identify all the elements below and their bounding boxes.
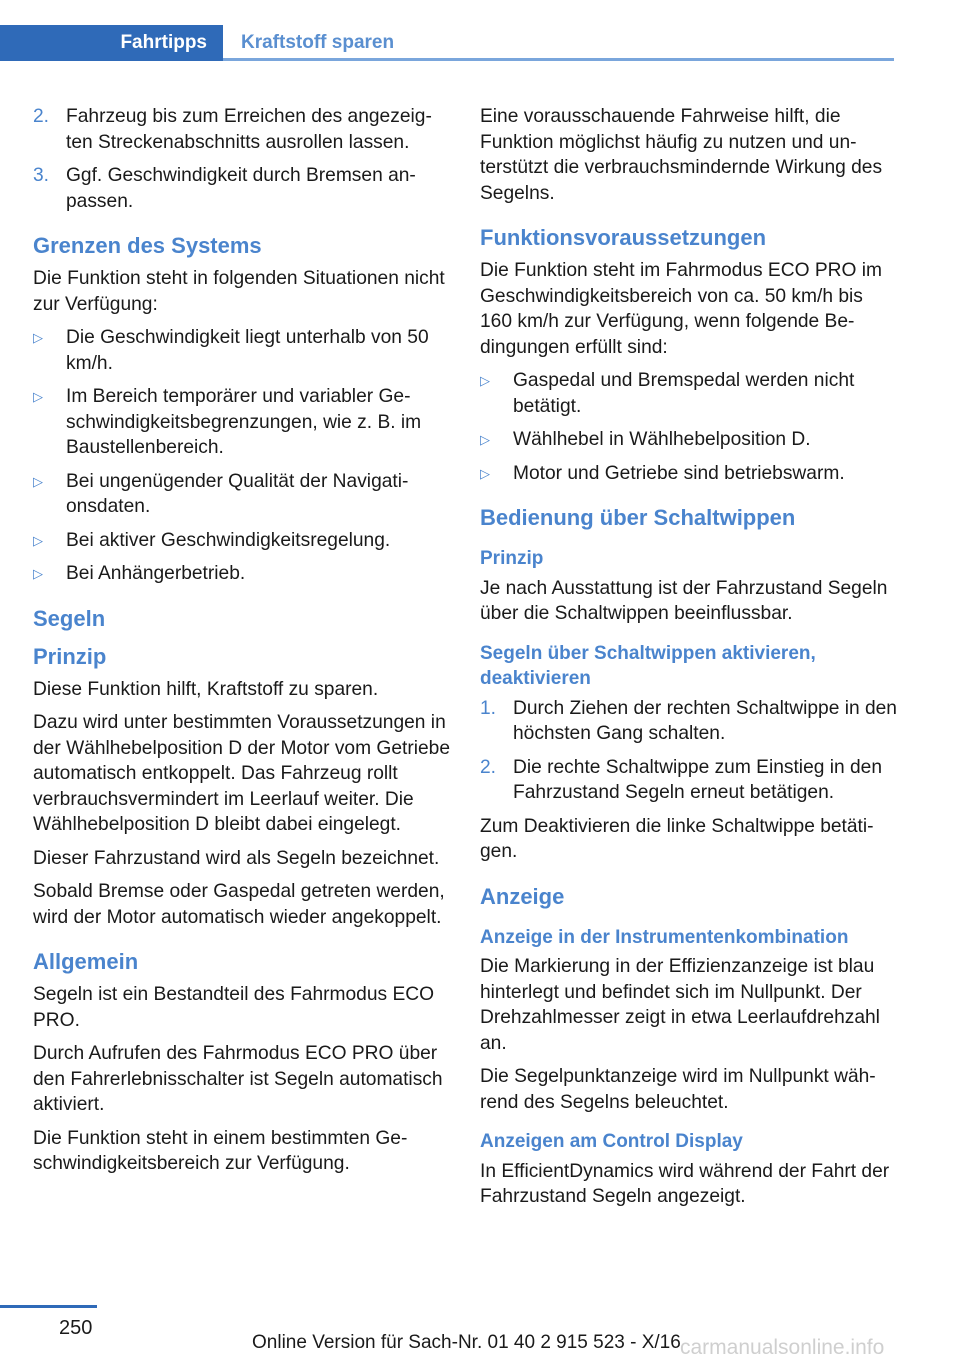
steps-list-right (480, 696, 898, 806)
paragraph: Je nach Ausstattung ist der Fahrzustand Segeln über die Schaltwippen beeinflussbar. (480, 577, 888, 624)
item-text: Bei ungenügender Qualität der Navigationsdaten. (66, 470, 409, 517)
paragraph: Dieser Fahrzustand wird als Segeln bezeichnet. (33, 847, 440, 869)
heading-segeln-aktivieren: Segeln über Schaltwippen aktivieren, deaktivieren (480, 642, 816, 689)
right-column (480, 104, 898, 1218)
bullet-triangle-icon: ▷ (480, 465, 490, 481)
item-text: Im Bereich temporärer und variabler Geschwindigkeitsbegrenzungen, wie z. B. im Baustellenbereich. (66, 386, 422, 458)
online-version-text: Online Version für Sach-Nr. 01 40 2 915 523 - X/16 (252, 1332, 681, 1353)
heading-grenzen: Grenzen des Systems (33, 233, 262, 258)
page-number: 250 (59, 1317, 93, 1339)
item-text: Die Geschwindigkeit liegt unterhalb von 50 km/h. (66, 327, 429, 374)
heading-segeln: Segeln (33, 605, 106, 631)
paragraph: Dazu wird unter bestimmten Voraussetzungen in der Wählhebelposition D der Motor vom Getriebe automatisch entkoppelt. Das Fahrzeug rollt verbrauchsvermindert im Leerlauf weiter. Die Wählhebelposition D bleibt dabei eingelegt. (33, 712, 450, 835)
step-number: 2. (33, 106, 50, 127)
list-item (33, 384, 451, 461)
list-item (480, 368, 898, 419)
heading-anzeige: Anzeige (480, 883, 565, 909)
paragraph: Die Markierung in der Effizienzanzeige ist blau hinterlegt und befindet sich im Nullpunkt. Der Drehzahlmesser zeigt in etwa Leerlaufdrehzahl an. (480, 956, 880, 1054)
bullet-triangle-icon: ▷ (33, 473, 43, 489)
left-column (33, 104, 451, 1185)
heading-bedienung: Bedienung über Schaltwippen (480, 505, 796, 530)
funktion-list (480, 368, 898, 486)
item-text: Motor und Getriebe sind betriebswarm. (513, 462, 845, 484)
list-item (33, 325, 451, 376)
list-item (480, 755, 898, 806)
bullet-triangle-icon: ▷ (33, 532, 43, 548)
item-text: Gaspedal und Bremspedal werden nicht betätigt. (513, 370, 855, 417)
item-text: Wählhebel in Wählhebelposition D. (513, 429, 811, 450)
grenzen-intro: Die Funktion steht in folgenden Situationen nicht zur Verfügung: (33, 268, 445, 315)
heading-allgemein: Allgemein (33, 949, 139, 974)
paragraph: Die Funktion steht in einem bestimmten Geschwindigkeitsbereich zur Verfügung. (33, 1127, 408, 1174)
heading-prinzip: Prinzip (33, 643, 107, 669)
heading-control-display: Anzeigen am Control Display (480, 1131, 743, 1152)
list-item (33, 104, 451, 155)
list-item (480, 427, 898, 453)
tab-kraftstoff-sparen[interactable]: Kraftstoff sparen (241, 32, 395, 53)
step-number: 1. (480, 697, 497, 719)
bullet-triangle-icon: ▷ (480, 432, 490, 447)
grenzen-list (33, 325, 451, 587)
step-text: Durch Ziehen der rechten Schaltwippe in den höchsten Gang schalten. (513, 697, 897, 744)
header-divider (223, 58, 894, 61)
item-text: Bei Anhängerbetrieb. (66, 563, 246, 584)
list-item (480, 461, 898, 487)
list-item (480, 696, 898, 747)
paragraph: Die Segelpunktanzeige wird im Nullpunkt während des Segelns beleuchtet. (480, 1066, 876, 1113)
paragraph: In EfficientDynamics wird während der Fahrt der Fahrzustand Segeln angezeigt. (480, 1160, 890, 1207)
paragraph: Sobald Bremse oder Gaspedal getreten werden, wird der Motor automatisch wieder angekoppelt. (33, 881, 445, 928)
step-text: Fahrzeug bis zum Erreichen des angezeigten Streckenabschnitts ausrollen lassen. (66, 106, 432, 153)
paragraph: Segeln ist ein Bestandteil des Fahrmodus ECO PRO. (33, 984, 435, 1031)
header-bar (0, 25, 894, 61)
step-text: Ggf. Geschwindigkeit durch Bremsen anpassen. (66, 165, 416, 212)
heading-instrumentenkombination: Anzeige in der Instrumentenkombination (480, 926, 849, 948)
step-number: 3. (33, 165, 50, 186)
tab-fahrtipps[interactable]: Fahrtipps (0, 25, 223, 61)
footer-divider (0, 1305, 97, 1308)
steps-list-top (33, 104, 451, 214)
list-item (33, 469, 451, 520)
heading-prinzip-right: Prinzip (480, 548, 544, 569)
heading-funktionsvoraussetzungen: Funktionsvoraussetzungen (480, 225, 767, 250)
item-text: Bei aktiver Geschwindigkeitsregelung. (66, 529, 391, 551)
bullet-triangle-icon: ▷ (480, 373, 490, 388)
paragraph: Diese Funktion hilft, Kraftstoff zu sparen. (33, 678, 379, 700)
watermark: carmanualsonline.info (680, 1336, 885, 1359)
paragraph: Zum Deaktivieren die linke Schaltwippe betätigen. (480, 815, 874, 862)
bullet-triangle-icon: ▷ (33, 566, 43, 581)
paragraph: Die Funktion steht im Fahrmodus ECO PRO im Geschwindigkeitsbereich von ca. 50 km/h bis 160 km/h zur Verfügung, wenn folgende Bedingungen erfüllt sind: (480, 260, 882, 358)
list-item (33, 163, 451, 214)
step-text: Die rechte Schaltwippe zum Einstieg in den Fahrzustand Segeln erneut betätigen. (513, 756, 883, 803)
bullet-triangle-icon: ▷ (33, 389, 43, 404)
step-number: 2. (480, 756, 497, 778)
bullet-triangle-icon: ▷ (33, 330, 43, 345)
paragraph: Durch Aufrufen des Fahrmodus ECO PRO über den Fahrerlebnisschalter ist Segeln automatisch aktiviert. (33, 1043, 443, 1115)
paragraph: Eine vorausschauende Fahrweise hilft, die Funktion möglichst häufig zu nutzen und unterstützt die verbrauchsmindernde Wirkung des Segelns. (480, 106, 883, 204)
list-item (33, 561, 451, 587)
list-item (33, 528, 451, 554)
